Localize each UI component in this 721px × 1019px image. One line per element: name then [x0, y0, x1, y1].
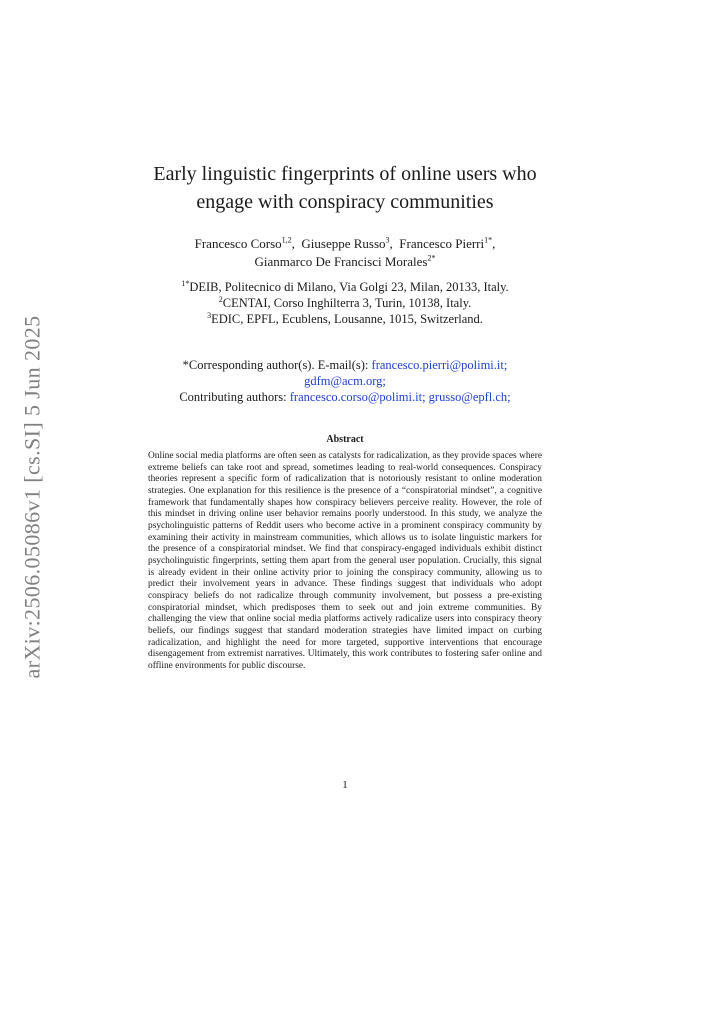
affiliation-mark: 2	[218, 294, 223, 304]
affiliation-list	[120, 279, 570, 327]
author-name: Francesco Pierri	[399, 236, 485, 251]
contributing-line	[120, 389, 570, 405]
author-affiliation-mark: 3	[385, 235, 390, 245]
corresponding-line	[120, 357, 570, 373]
contact-block	[120, 357, 570, 405]
contributing-email-link[interactable]: francesco.corso@polimi.it;	[289, 390, 426, 404]
author-name: Gianmarco De Francisci Morales	[254, 254, 428, 269]
affiliation-item	[120, 279, 570, 295]
paper-title: Early linguistic fingerprints of online users who engage with conspiracy communities	[153, 163, 537, 213]
affiliation-text: DEIB, Politecnico di Milano, Via Golgi 23, Milan, 20133, Italy.	[189, 280, 509, 294]
author-affiliation-mark: 1,2	[281, 235, 292, 245]
author-line-1: Francesco Corso$^{1,2}$, Giuseppe Russo$^3$, Francesco Pierri$^{1*}$,	[194, 235, 496, 251]
author-list	[120, 235, 570, 271]
abstract-body: Online social media platforms are often seen as catalysts for radicalization, as they provide spaces where extreme beliefs can take root and spread, sometimes leading to real-world consequences. Conspiracy theories represent a specific form of radicalization that is notoriously resistant to online moderation strategies. One explanation for this resilience is the presence of a “conspiratorial mindset”, a cognitive framework that fundamentally shapes how conspiracy believers perceive reality. However, the role of this mindset in driving online user behavior remains poorly understood. In this study, we analyze the psycholinguistic patterns of Reddit users who become active in a prominent conspiracy community by examining their activity in mainstream communities, which allows us to isolate linguistic markers for the presence of a conspiratorial mindset. We find that conspiracy-engaged individuals exhibit distinct psycholinguistic fingerprints, setting them apart from the general user population. Crucially, this signal is already evident in their online activity prior to joining the conspiracy community, allowing us to predict their involvement years in advance. These findings suggest that individuals who adopt conspiracy beliefs do not radicalize through community involvement, but possess a pre-existing conspiratorial mindset, which predisposes them to seek out and join extreme communities. By challenging the view that online social media platforms actively radicalize users into conspiracy theory beliefs, our findings suggest that standard moderation strategies have limited impact on curbing radicalization, and highlight the need for more targeted, supportive interventions that encourage disengagement from extremist narratives. Ultimately, this work contributes to fostering safer online and offline environments for public discourse.	[148, 451, 542, 671]
corresponding-label: *Corresponding author(s). E-mail(s):	[182, 358, 369, 372]
author-name: Francesco Corso	[194, 236, 282, 251]
corresponding-email-link[interactable]: gdfm@acm.org;	[304, 374, 386, 388]
page-number: 1	[342, 779, 348, 791]
affiliation-mark: 1*	[181, 278, 190, 288]
arxiv-identifier-stamp	[12, 312, 54, 682]
affiliation-mark: 3	[207, 310, 212, 320]
author-affiliation-mark: 1*	[484, 235, 493, 245]
author-name: Giuseppe Russo	[301, 236, 386, 251]
abstract-heading: Abstract	[326, 434, 364, 445]
corresponding-email-link[interactable]: francesco.pierri@polimi.it;	[371, 358, 508, 372]
affiliation-text: CENTAI, Corso Inghilterra 3, Turin, 10138, Italy.	[222, 296, 472, 310]
contributing-email-link[interactable]: grusso@epfl.ch;	[428, 390, 511, 404]
corresponding-line-2	[120, 373, 570, 389]
arxiv-identifier-text: arXiv:2506.05086v1 [cs.SI] 5 Jun 2025	[20, 315, 46, 679]
affiliation-item	[120, 295, 570, 311]
contributing-label: Contributing authors:	[179, 390, 287, 404]
author-affiliation-mark: 2*	[427, 253, 436, 263]
affiliation-item	[120, 311, 570, 327]
affiliation-text: EDIC, EPFL, Ecublens, Lousanne, 1015, Switzerland.	[211, 312, 483, 326]
author-line-2	[120, 253, 570, 271]
